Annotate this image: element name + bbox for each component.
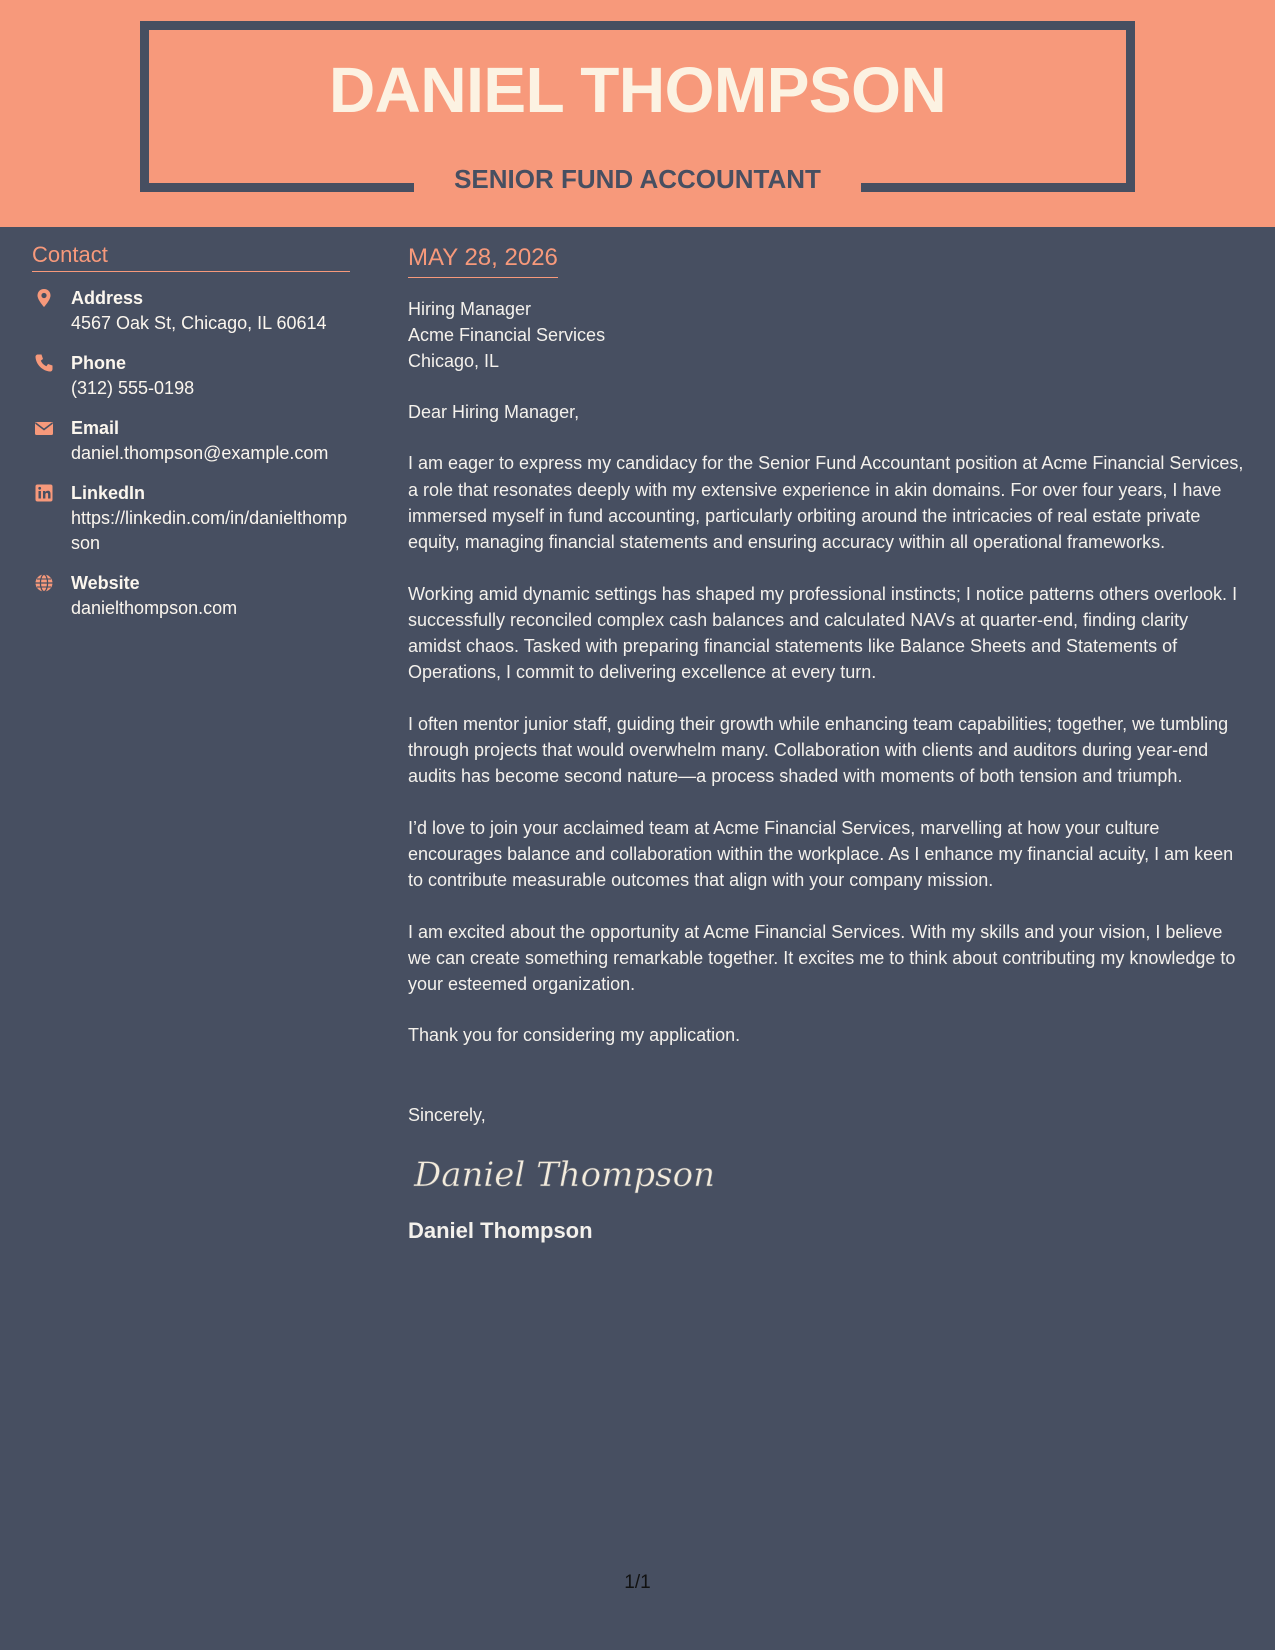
- header-frame-bottom-left: [140, 183, 414, 192]
- recipient-line: Acme Financial Services: [408, 325, 606, 346]
- email-icon: [34, 418, 54, 438]
- contact-value[interactable]: danielthompson.com: [71, 598, 238, 619]
- globe-icon: [34, 573, 54, 593]
- page-number: 1/1: [624, 1572, 651, 1593]
- letter-paragraph: I am excited about the opportunity at Acme Financial Services. With my skills and your vision, I believe we can create something remarkable together. It excites me to think about contributing my knowledge to your esteemed organization.: [408, 921, 1236, 995]
- contact-label: Address: [71, 288, 144, 309]
- contact-value[interactable]: https://linkedin.com/in/danielthompson: [71, 508, 348, 554]
- contact-item-website: [32, 571, 350, 621]
- letter-date: MAY 28, 2026: [408, 245, 558, 278]
- letter-paragraph: I often mentor junior staff, guiding their growth while enhancing team capabilities; together, we tumbling through projects that would overwhelm many. Collaboration with clients and auditors during year-end audits has become second nature—a process shaded with moments of both tension and triumph.: [408, 713, 1229, 787]
- contact-label: LinkedIn: [71, 483, 146, 504]
- recipient-line: Chicago, IL: [408, 351, 500, 372]
- phone-icon: [34, 353, 54, 373]
- header-frame-bottom-right: [861, 183, 1135, 192]
- applicant-name: DANIEL THOMPSON: [328, 54, 947, 126]
- letter-paragraph: Working amid dynamic settings has shaped my professional instincts; I notice patterns others overlook. I successfully reconciled complex cash balances and calculated NAVs at quarter-end, finding clarity amidst chaos. Tasked with preparing financial statements like Balance Sheets and Statements of Operations, I commit to delivering excellence at every turn.: [408, 583, 1238, 683]
- job-title: SENIOR FUND ACCOUNTANT: [454, 164, 821, 194]
- contact-item-phone: [32, 351, 350, 401]
- linkedin-icon: [34, 483, 54, 503]
- contact-label: Email: [71, 418, 120, 439]
- letter-paragraph: Thank you for considering my application.: [408, 1025, 741, 1046]
- recipient-line: Hiring Manager: [408, 299, 532, 320]
- contact-value: 4567 Oak St, Chicago, IL 60614: [71, 313, 327, 334]
- contact-item-linkedin: [32, 481, 350, 556]
- handwritten-signature: [412, 1150, 1246, 1200]
- signer-name: Daniel Thompson: [408, 1217, 593, 1243]
- closing: Sincerely,: [408, 1104, 486, 1125]
- contact-item-address: [32, 286, 350, 336]
- contact-label: Website: [71, 573, 140, 594]
- letter-body: [408, 243, 1246, 1244]
- signature-text: Daniel Thompson: [414, 1154, 715, 1195]
- contact-value: daniel.thompson@example.com: [71, 443, 329, 464]
- contact-heading: Contact: [32, 243, 350, 272]
- contact-item-email: [32, 416, 350, 466]
- salutation: Dear Hiring Manager,: [408, 402, 580, 423]
- contact-sidebar: [32, 243, 350, 636]
- contact-value: (312) 555-0198: [71, 378, 195, 399]
- letter-paragraph: I am eager to express my candidacy for the Senior Fund Accountant position at Acme Financial Services, a role that resonates deeply with my extensive experience in akin domains. For over four years, I have immersed myself in fund accounting, particularly orbiting around the intricacies of real estate private equity, managing financial statements and ensuring accuracy within all operational frameworks.: [408, 453, 1244, 553]
- letter-paragraph: I’d love to join your acclaimed team at Acme Financial Services, marvelling at how your culture encourages balance and collaboration within the workplace. As I enhance my financial acuity, I am keen to contribute measurable outcomes that align with your company mission.: [408, 817, 1234, 891]
- location-pin-icon: [34, 288, 54, 308]
- recipient-block: [408, 296, 1246, 374]
- contact-label: Phone: [71, 353, 127, 374]
